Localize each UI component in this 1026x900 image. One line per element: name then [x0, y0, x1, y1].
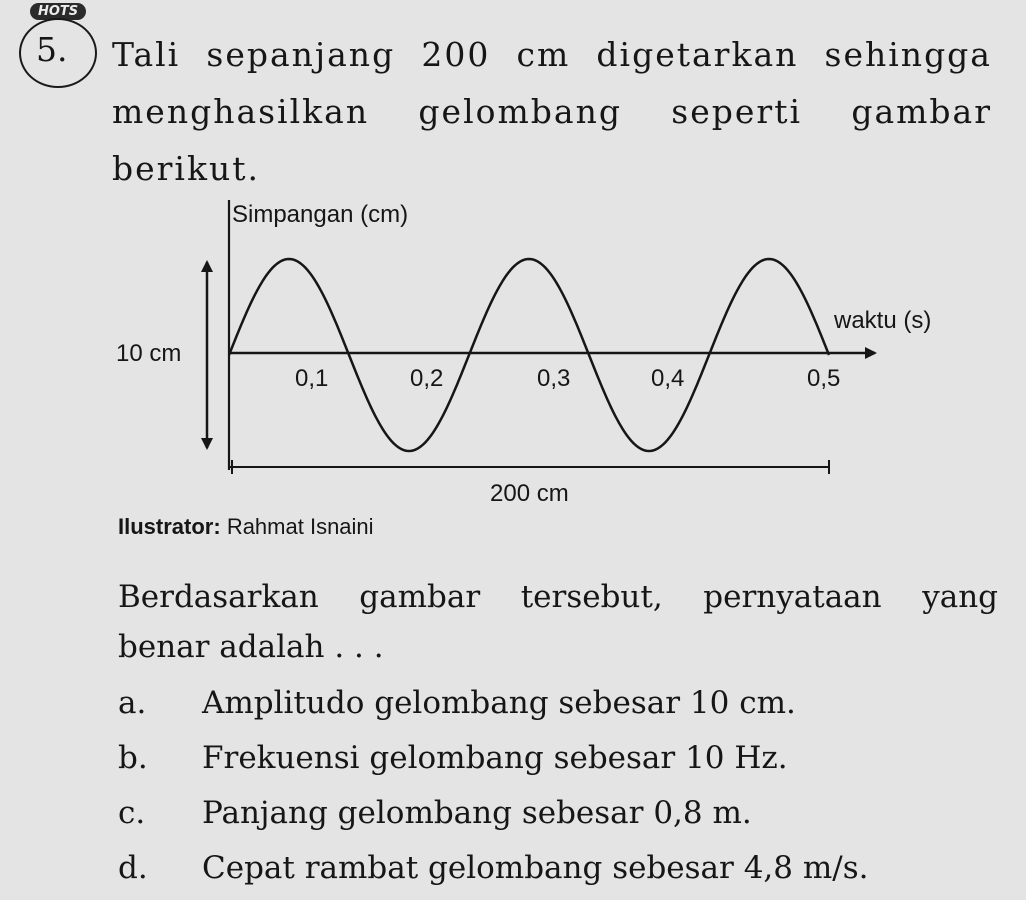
option-label: c.: [118, 795, 146, 831]
option-text: Panjang gelombang sebesar 0,8 m.: [202, 795, 752, 831]
tick-label: 0,5: [807, 365, 841, 392]
option-label: b.: [118, 740, 148, 776]
stem-line: benar adalah . . .: [118, 629, 384, 665]
y-axis-label: Simpangan (cm): [232, 201, 409, 228]
question-line: Tali sepanjang 200 cm digetarkan sehingga: [112, 35, 992, 74]
x-axis-label: waktu (s): [834, 307, 932, 334]
option-label: a.: [118, 685, 147, 721]
credit-name: Rahmat Isnaini: [226, 514, 374, 539]
hots-badge: HOTS: [30, 3, 86, 20]
question-line: berikut.: [112, 149, 260, 188]
height-label: 10 cm: [116, 340, 182, 367]
question-stem: [118, 572, 998, 672]
option-text: Amplitudo gelombang sebesar 10 cm.: [202, 685, 796, 721]
question-number: 5.: [36, 30, 68, 69]
illustrator-credit: [118, 514, 374, 540]
wave-curve: [229, 259, 829, 451]
option-label: d.: [118, 850, 148, 886]
credit-label: Ilustrator:: [118, 514, 221, 539]
stem-line: Berdasarkan gambar tersebut, pernyataan yang: [118, 579, 998, 615]
option-text: Frekuensi gelombang sebesar 10 Hz.: [202, 740, 788, 776]
length-label: 200 cm: [490, 480, 569, 507]
tick-label: 0,4: [651, 365, 685, 392]
question-line: menghasilkan gelombang seperti gambar: [112, 92, 992, 131]
tick-label: 0,2: [410, 365, 444, 392]
tick-label: 0,1: [295, 365, 329, 392]
tick-label: 0,3: [537, 365, 571, 392]
option-text: Cepat rambat gelombang sebesar 4,8 m/s.: [202, 850, 869, 886]
